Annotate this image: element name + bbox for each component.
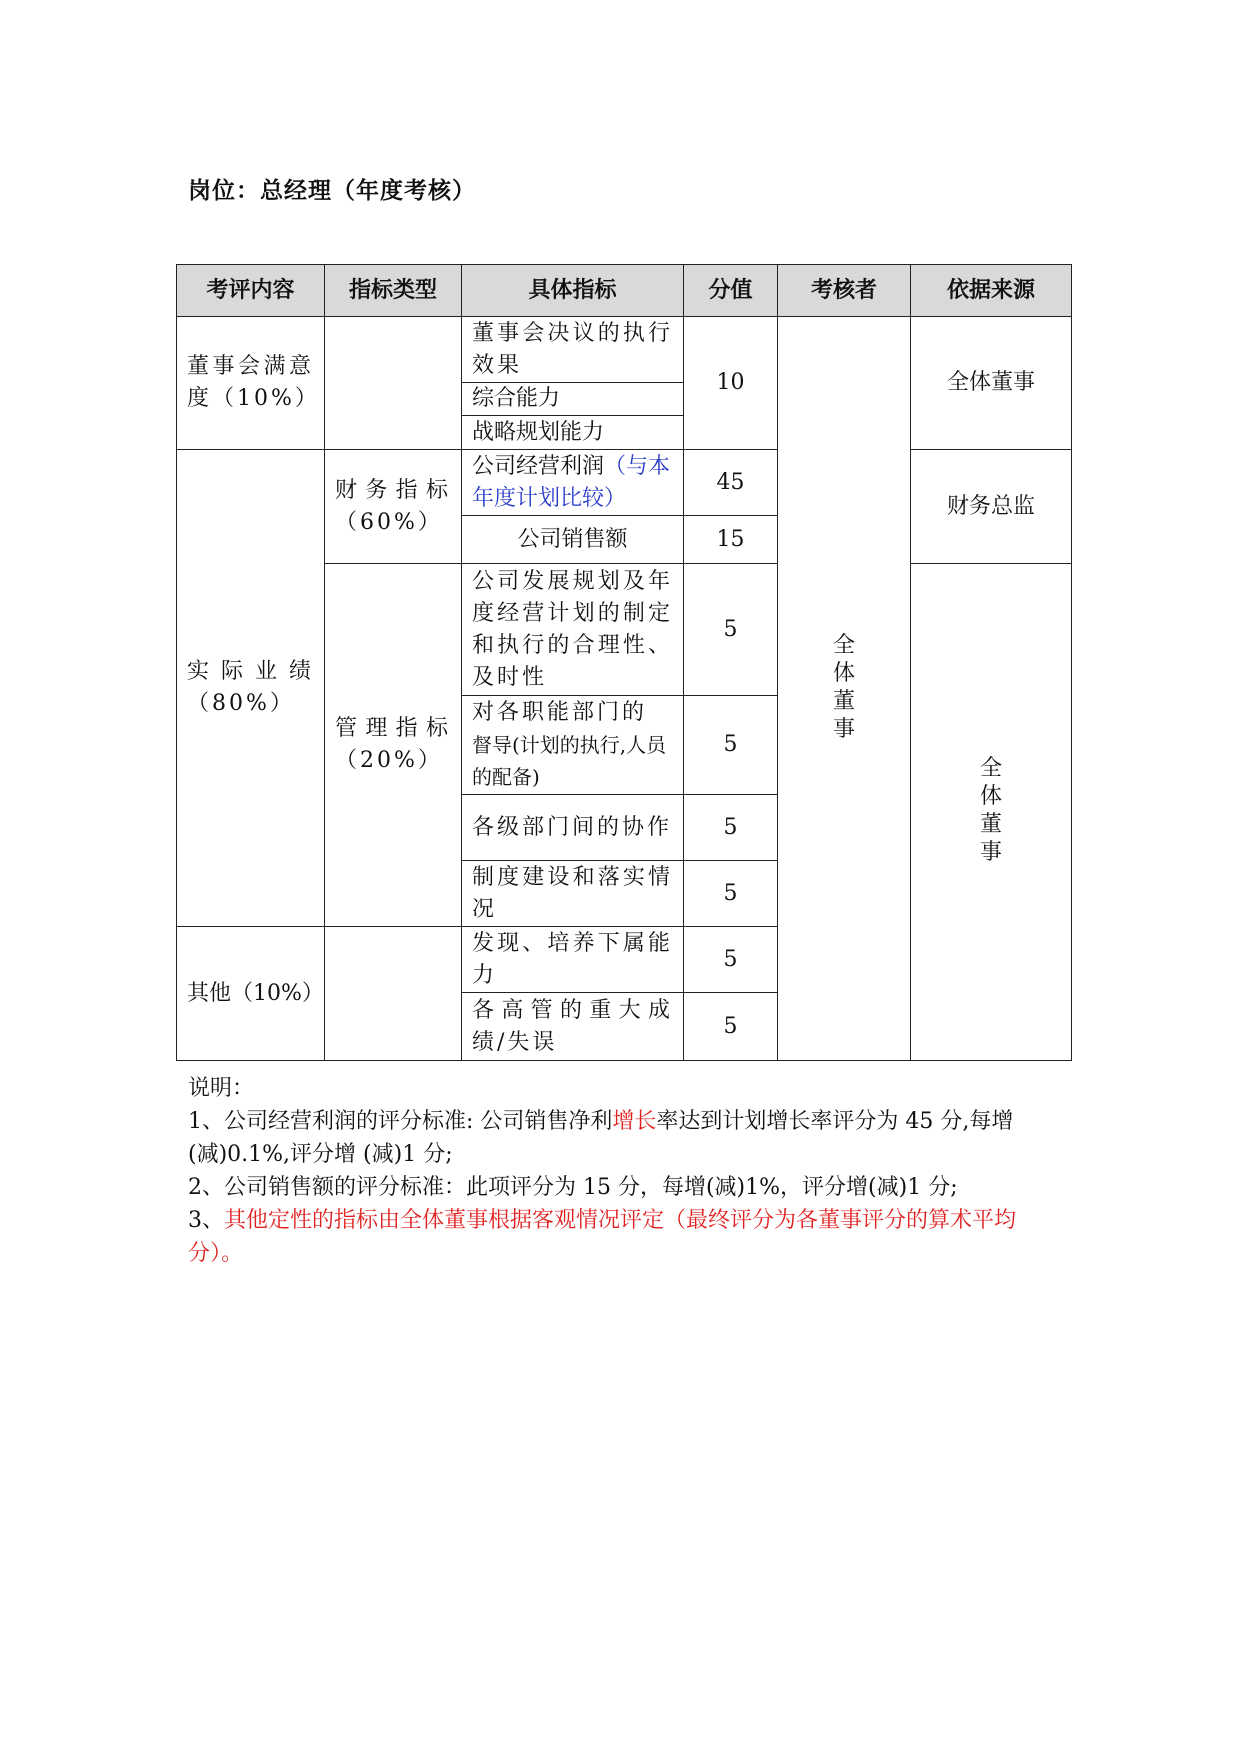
type-empty-cell [325,317,462,450]
type-management: 管理指标（20%） [325,564,462,927]
source-board: 全体董事 [911,317,1072,450]
profit-label: 公司经营利润 [472,453,605,479]
indicator-system-building: 制度建设和落实情况 [462,861,684,927]
note-1-part-a: 1、公司经营利润的评分标准: 公司销售净利 [188,1109,613,1134]
supervision-line-b: 督导(计划的执行,人员的配备) [472,733,667,789]
indicator-planning: 公司发展规划及年度经营计划的制定和执行的合理性、及时性 [462,564,684,696]
header-content: 考评内容 [177,265,325,317]
score-subordinates: 5 [684,927,778,993]
notes-heading: 说明： [188,1076,255,1101]
assessment-table [176,264,1072,1061]
content-actual-performance: 实际业绩（80%） [177,450,325,927]
content-board-satisfaction: 董事会满意度（10%） [177,317,325,450]
header-type: 指标类型 [325,265,462,317]
notes-section [188,1072,1068,1270]
header-score: 分值 [684,265,778,317]
type-financial: 财务指标（60%） [325,450,462,564]
indicator-cooperation: 各级部门间的协作 [462,795,684,861]
note-1-part-b: 率达到计划增长率评分为 45 分,每增(减)0.1%,评分增 (减)1 分; [188,1109,1014,1167]
page-title: 岗位：总经理（年度考核） [188,178,476,204]
note-3 [188,1204,1068,1270]
supervision-line-a: 对各职能部门的 [472,700,648,725]
source-management-label: 全体董事 [979,756,1002,865]
score-executive-achievements: 5 [684,993,778,1061]
score-sales: 15 [684,516,778,564]
source-financial: 财务总监 [911,450,1072,564]
indicator-operating-profit [462,450,684,516]
profit-note: （与本年度计划比较） [472,453,671,511]
score-supervision: 5 [684,696,778,795]
content-other: 其他（10%） [177,927,325,1061]
note-3-number: 3、 [188,1208,224,1233]
indicator-executive-achievements: 各高管的重大成绩/失误 [462,993,684,1061]
assessor-cell [778,317,911,1061]
score-system-building: 5 [684,861,778,927]
score-planning: 5 [684,564,778,696]
header-source: 依据来源 [911,265,1072,317]
table-row [177,317,1072,383]
assessor-label: 全体董事 [832,632,855,742]
type-empty-cell [325,927,462,1061]
score-operating-profit: 45 [684,450,778,516]
header-indicator: 具体指标 [462,265,684,317]
note-2: 2、公司销售额的评分标准：此项评分为 15 分，每增(减)1%，评分增(减)1 分; [188,1175,958,1200]
header-assessor: 考核者 [778,265,911,317]
note-3-text: 其他定性的指标由全体董事根据客观情况评定（最终评分为各董事评分的算术平均分）。 [188,1208,1017,1266]
indicator-supervision [462,696,684,795]
note-1 [188,1105,1068,1171]
score-cooperation: 5 [684,795,778,861]
indicator-board-resolution: 董事会决议的执行效果 [462,317,684,383]
score-board-satisfaction: 10 [684,317,778,450]
note-1-highlight: 增长 [612,1109,657,1134]
indicator-subordinates: 发现、培养下属能力 [462,927,684,993]
indicator-sales: 公司销售额 [462,516,684,564]
source-management-cell [911,564,1072,1061]
table-row [177,450,1072,516]
indicator-strategy-planning: 战略规划能力 [462,416,684,450]
indicator-overall-ability: 综合能力 [462,383,684,416]
header-row [177,265,1072,317]
